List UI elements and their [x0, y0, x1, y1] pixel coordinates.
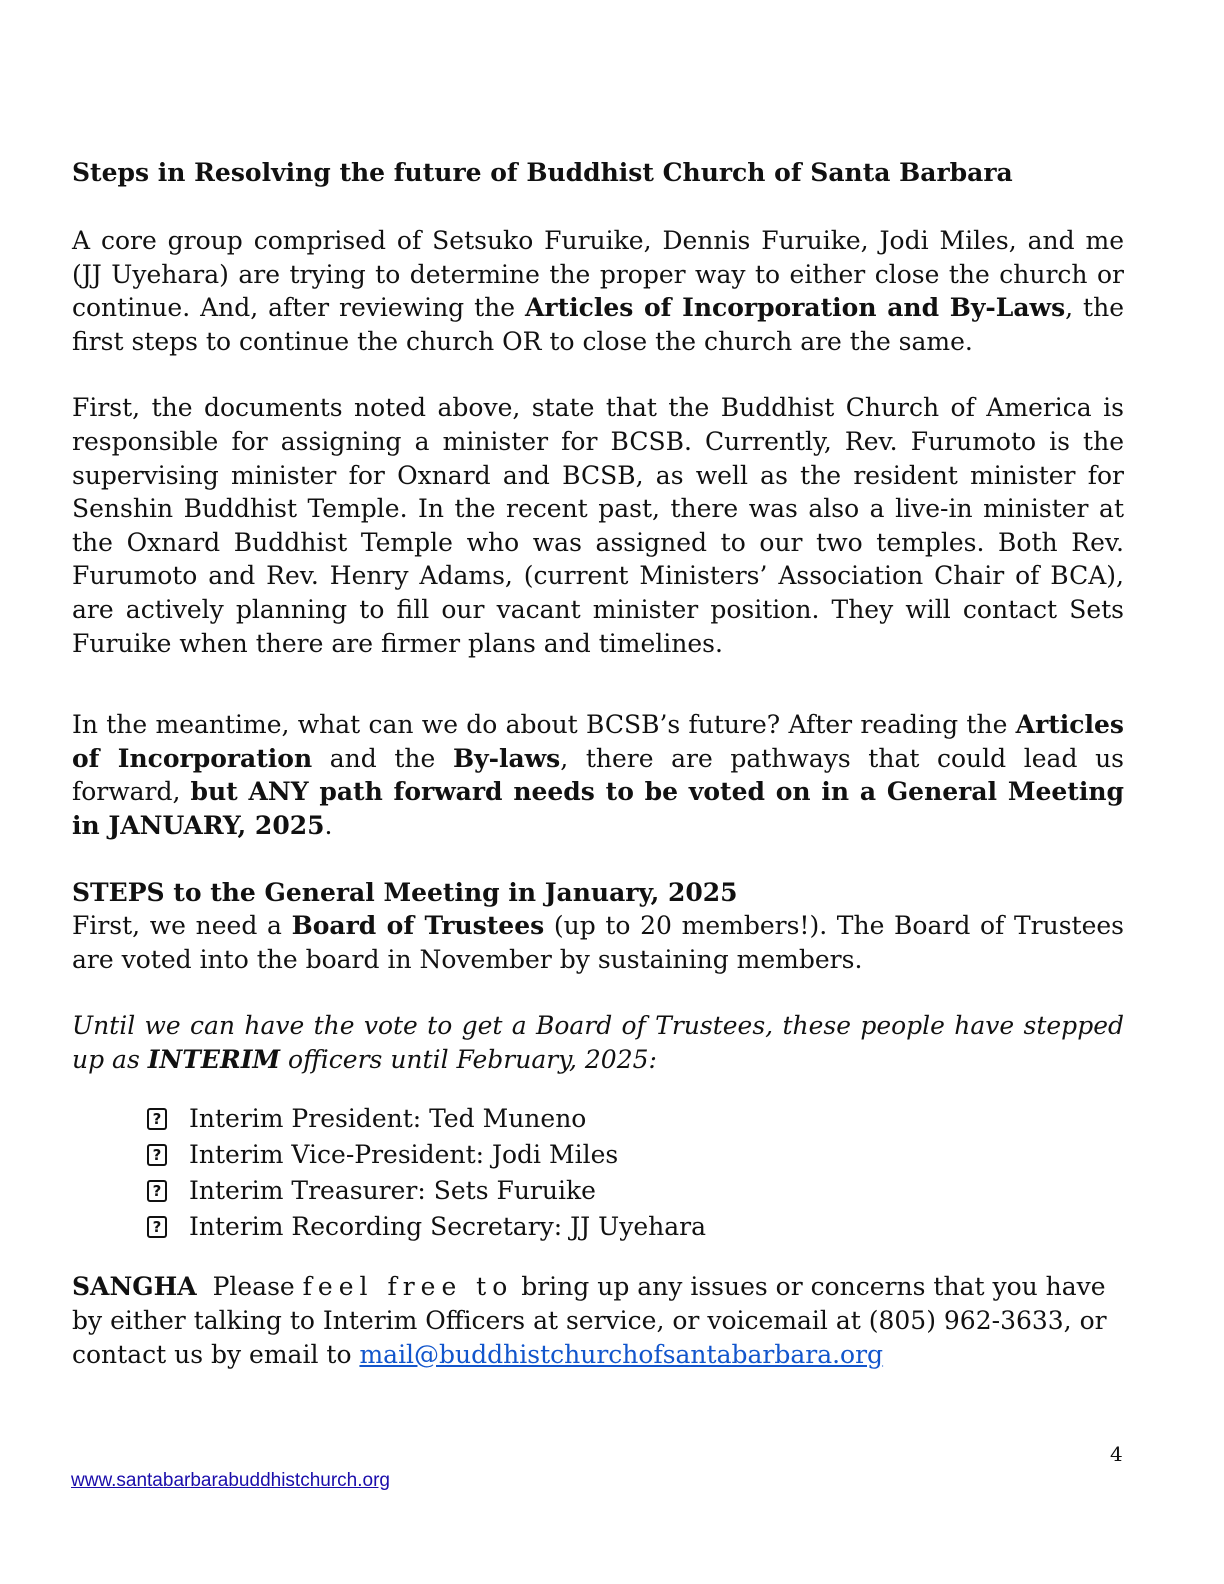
list-item	[147, 1101, 1124, 1137]
bold-text: SANGHA	[72, 1272, 197, 1302]
sangha-paragraph	[72, 1270, 1124, 1371]
bold-text: By-laws	[452, 743, 561, 773]
bold-text: Board of Trustees	[291, 911, 545, 941]
officer-text: Interim Treasurer: Sets Furuike	[189, 1176, 596, 1206]
text-span: , the first steps to continue the church OR to close the church are the same.	[72, 293, 1124, 356]
steps-heading: STEPS to the General Meeting in January, 2025	[72, 877, 738, 907]
document-body	[72, 156, 1124, 1371]
bullet-icon: ?	[147, 1216, 167, 1238]
text-span: bring up any issues or concerns that you have by either talking to Interim Officers at service, or voicemail at (805) 962-3633, or contact us by email to	[72, 1272, 1107, 1369]
text-span: First, we need a	[72, 911, 292, 941]
officer-text: Interim President: Ted Muneno	[189, 1104, 587, 1134]
text-span: A core group comprised of Setsuko Furuike, Dennis Furuike, Jodi Miles, and me (JJ Uyehara) are trying to determine the proper way to either close the church or continue. And, after reviewing the	[72, 226, 1124, 323]
list-item	[147, 1137, 1124, 1173]
intro-paragraph	[72, 224, 1124, 358]
officer-text: Interim Vice-President: Jodi Miles	[189, 1140, 619, 1170]
bold-text: Articles of Incorporation and By-Laws	[525, 293, 1066, 323]
bullet-icon: ?	[147, 1108, 167, 1130]
minister-paragraph: First, the documents noted above, state that the Buddhist Church of America is responsible for assigning a minister for BCSB. Currently, Rev. Furumoto is the supervising minister for Oxnard and BCSB, as well as the resident minister for Senshin Buddhist Temple. In the recent past, there was also a live-in minister at the Oxnard Buddhist Temple who was assigned to our two temples. Both Rev. Furumoto and Rev. Henry Adams, (current Ministers’ Association Chair of BCA), are actively planning to fill our vacant minister position. They will contact Sets Furuike when there are firmer plans and timelines.	[72, 393, 1124, 658]
bold-text: Articles of Incorporation	[72, 710, 1124, 773]
text-span: and the	[312, 743, 453, 773]
email-link[interactable]: mail@buddhistchurchofsantabarbara.org	[359, 1339, 884, 1369]
list-item	[147, 1209, 1124, 1245]
interim-paragraph	[72, 1009, 1124, 1076]
list-item	[147, 1173, 1124, 1209]
board-paragraph	[72, 909, 1124, 976]
text-span: (up to 20 members!). The Board of Trustees are voted into the board in November by sustaining members.	[72, 911, 1124, 974]
officer-text: Interim Recording Secretary: JJ Uyehara	[189, 1212, 706, 1242]
text-span: officers until February, 2025:	[280, 1044, 657, 1074]
text-span: .	[324, 810, 333, 840]
page-title: Steps in Resolving the future of Buddhist Church of Santa Barbara	[72, 158, 1013, 187]
bullet-icon: ?	[147, 1180, 167, 1202]
page-number: 4	[1110, 1442, 1123, 1466]
officers-list	[147, 1101, 1124, 1245]
bold-text: INTERIM	[147, 1044, 281, 1074]
website-link[interactable]: www.santabarbarabuddhistchurch.org	[71, 1470, 390, 1491]
text-span: feel free to	[302, 1272, 514, 1302]
text-span: Until we can have the vote to get a Board of Trustees, these people have stepped up as	[72, 1011, 1124, 1074]
bullet-icon: ?	[147, 1144, 167, 1166]
text-span: , there are pathways that could lead us forward,	[72, 743, 1124, 807]
bold-text: but ANY path forward needs to be voted on in a General Meeting in JANUARY, 2025	[72, 777, 1125, 840]
text-span: In the meantime, what can we do about BCSB’s future? After reading the	[72, 710, 1016, 740]
text-span: Please	[196, 1272, 303, 1302]
meantime-paragraph	[72, 708, 1124, 842]
